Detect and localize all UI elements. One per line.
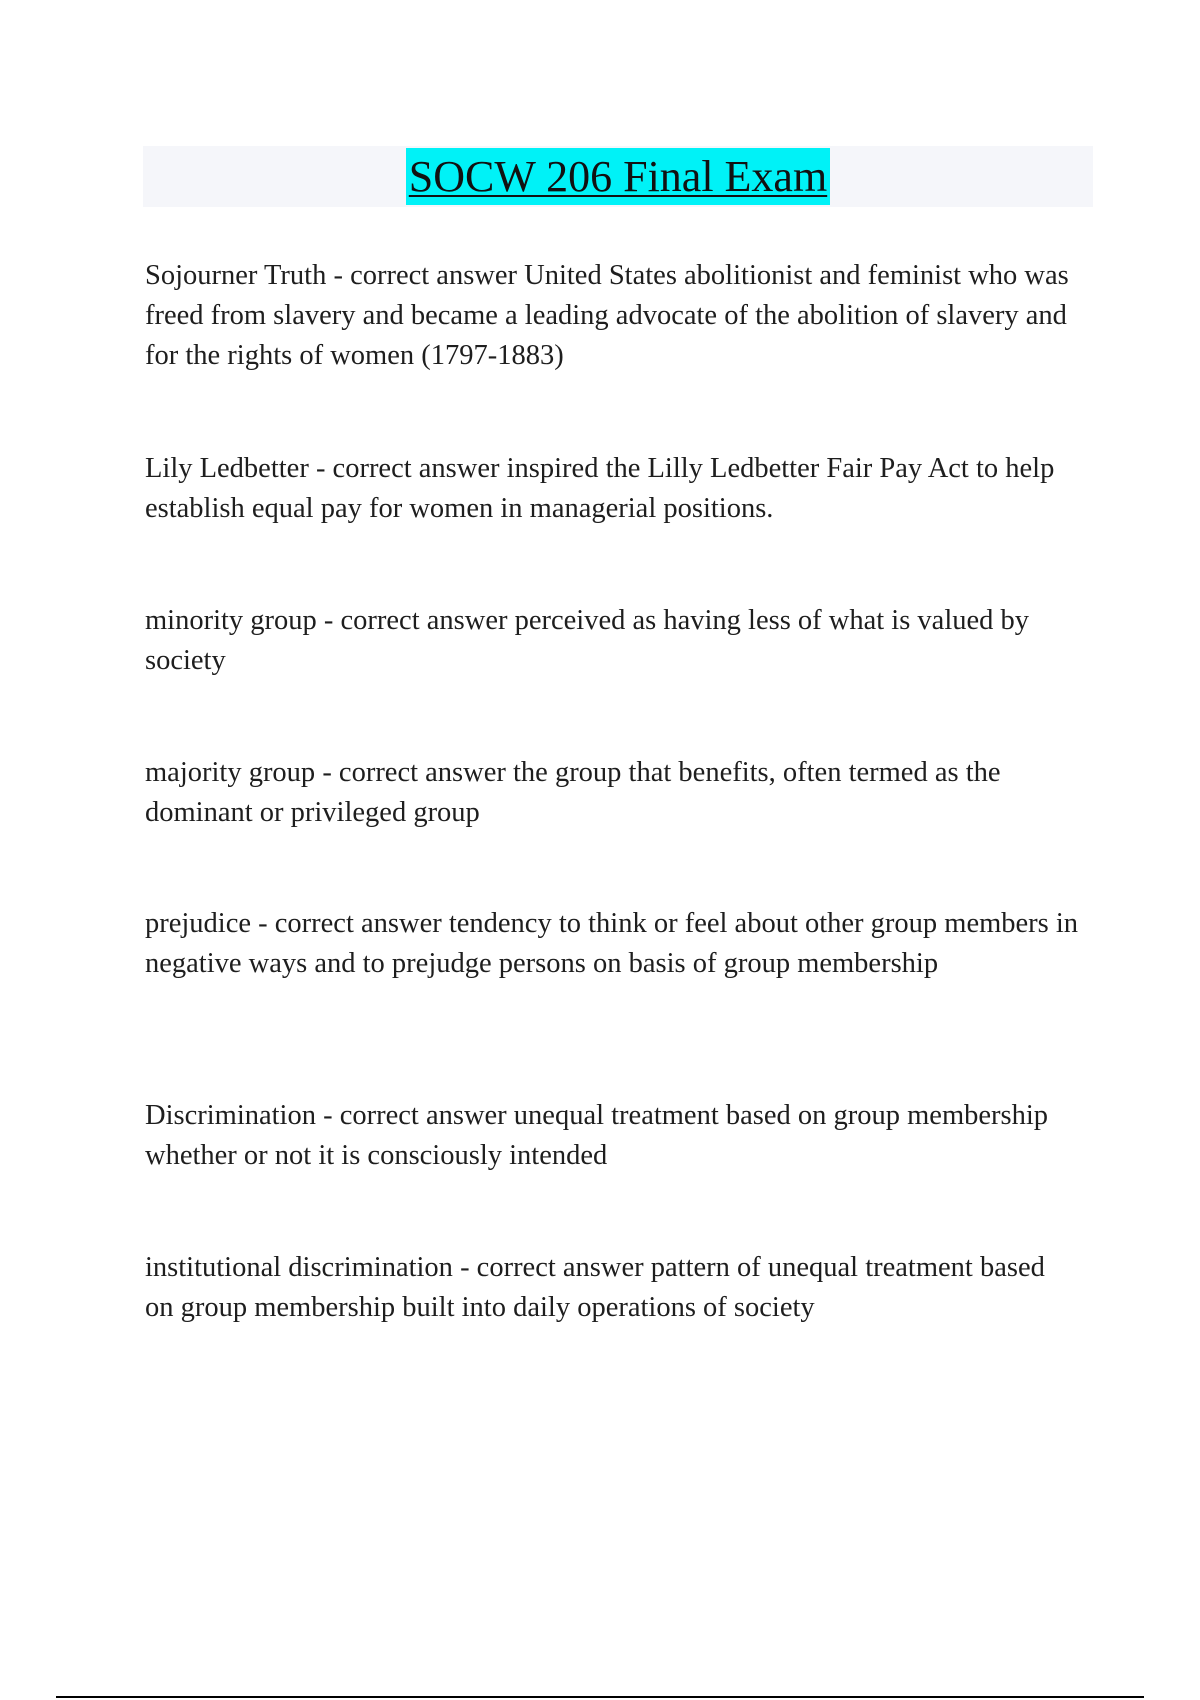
entry-term: Discrimination	[145, 1100, 316, 1131]
entry-definition: perceived as having less of what is valued by society	[145, 605, 1030, 676]
flashcard-entry	[145, 256, 1080, 376]
flashcard-entry	[145, 1248, 1080, 1328]
entry-definition: the group that benefits, often termed as the dominant or privileged group	[145, 757, 1001, 828]
page-title: SOCW 206 Final Exam	[406, 148, 830, 205]
entry-separator: - correct answer	[315, 1100, 514, 1131]
flashcard-entry	[145, 449, 1080, 529]
entry-separator: - correct answer	[316, 605, 515, 636]
entry-term: majority group	[145, 757, 316, 788]
entry-separator: - correct answer	[315, 757, 513, 788]
entry-term: Lily Ledbetter	[145, 453, 309, 484]
footer-divider	[56, 1696, 1144, 1698]
entry-term: minority group	[145, 605, 317, 636]
flashcard-entry	[145, 904, 1080, 984]
flashcard-entry	[145, 753, 1080, 833]
entry-term: prejudice	[145, 908, 252, 939]
entry-definition: tendency to think or feel about other group members in negative ways and to prejudge persons on basis of group membership	[145, 908, 1079, 979]
entry-separator: - correct answer	[326, 260, 525, 291]
entry-definition: inspired the Lilly Ledbetter Fair Pay Act to help establish equal pay for women in managerial positions.	[145, 453, 1055, 524]
flashcard-entry	[145, 1096, 1080, 1176]
entry-term: institutional discrimination	[145, 1252, 453, 1283]
entry-separator: - correct answer	[251, 908, 449, 939]
entry-separator: - correct answer	[308, 453, 507, 484]
entry-definition: pattern of unequal treatment based on group membership built into daily operations of society	[145, 1252, 1045, 1323]
entry-definition: unequal treatment based on group membership whether or not it is consciously intended	[145, 1100, 1049, 1171]
entry-separator: - correct answer	[452, 1252, 651, 1283]
entry-definition: United States abolitionist and feminist who was freed from slavery and became a leading advocate of the abolition of slavery and for the rights of women (1797-1883)	[145, 260, 1069, 371]
title-band	[143, 146, 1093, 207]
entry-term: Sojourner Truth	[145, 260, 327, 291]
flashcard-entry	[145, 601, 1080, 681]
